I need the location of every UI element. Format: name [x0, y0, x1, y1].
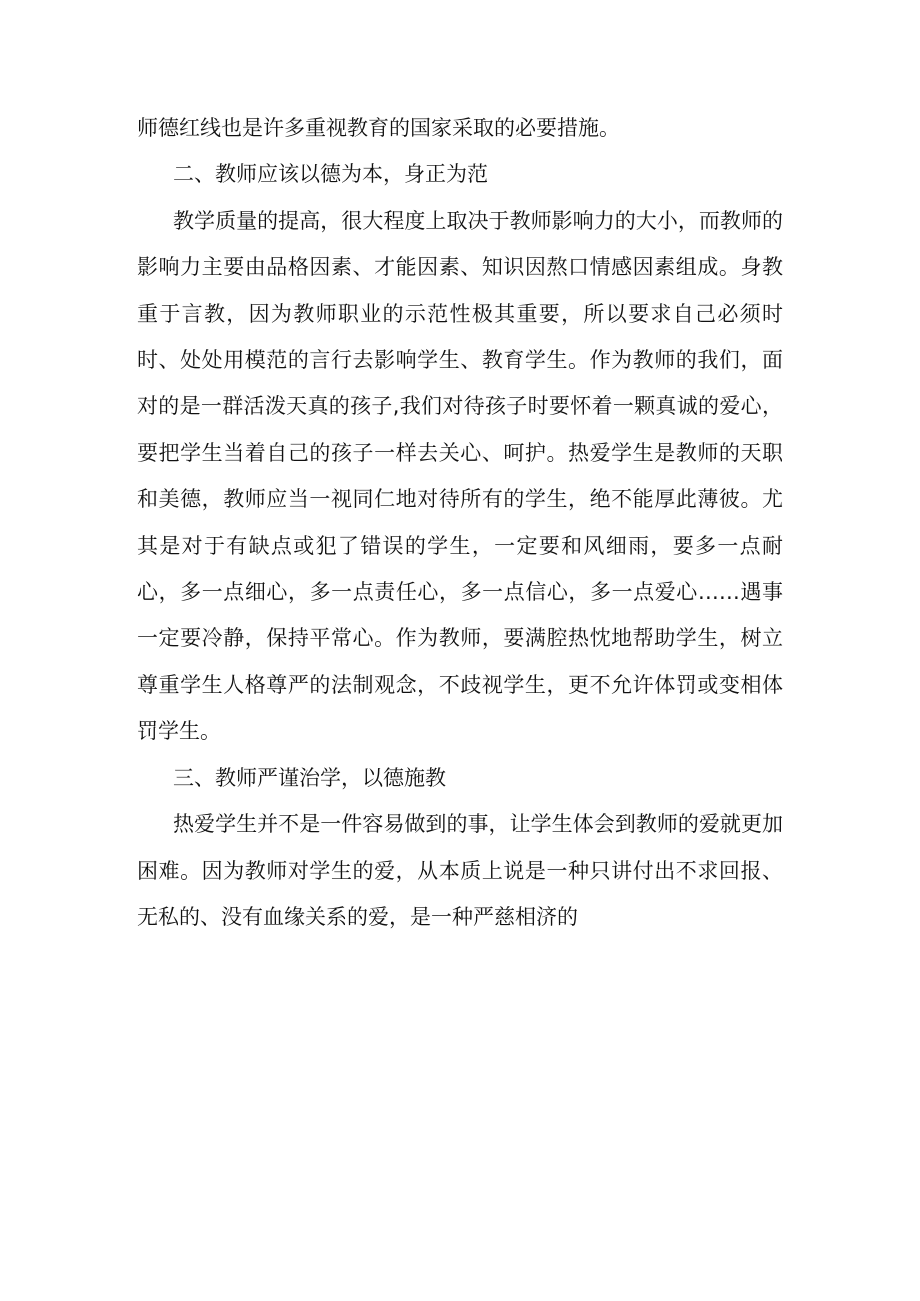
- section-heading-2: 二、教师应该以德为本，身正为范: [173, 162, 488, 187]
- body-paragraph: 热爱学生并不是一件容易做到的事，让学生体会到教师的爱就更加困难。因为教师对学生的爱，从本质上说是一种只讲付出不求回报、无私的、没有血缘关系的爱，是一种严慈相济的: [137, 812, 783, 929]
- continuation-paragraph: 师德红线也是许多重视教育的国家采取的必要措施。: [137, 116, 620, 140]
- body-paragraph: 教学质量的提高，很大程度上取决于教师影响力的大小，而教师的影响力主要由品格因素、才能因素、知识因熬口情感因素组成。身教重于言教，因为教师职业的示范性极其重要，所以要求自己必须时时、处处用模范的言行去影响学生、教育学生。作为教师的我们，面对的是一群活泼天真的孩子,我们对待孩子时要怀着一颗真诚的爱心，要把学生当着自己的孩子一样去关心、呵护。热爱学生是教师的天职和美德，教师应当一视同仁地对待所有的学生，绝不能厚此薄彼。尤其是对于有缺点或犯了错误的学生，一定要和风细雨，要多一点耐心，多一点细心，多一点责任心，多一点信心，多一点爱心……遇事一定要冷静，保持平常心。作为教师，要满腔热忱地帮助学生，树立尊重学生人格尊严的法制观念，不歧视学生，更不允许体罚或变相体罚学生。: [137, 208, 783, 744]
- document-body: [137, 105, 783, 940]
- section-heading-3: 三、教师严谨治学，以德施教: [173, 765, 446, 790]
